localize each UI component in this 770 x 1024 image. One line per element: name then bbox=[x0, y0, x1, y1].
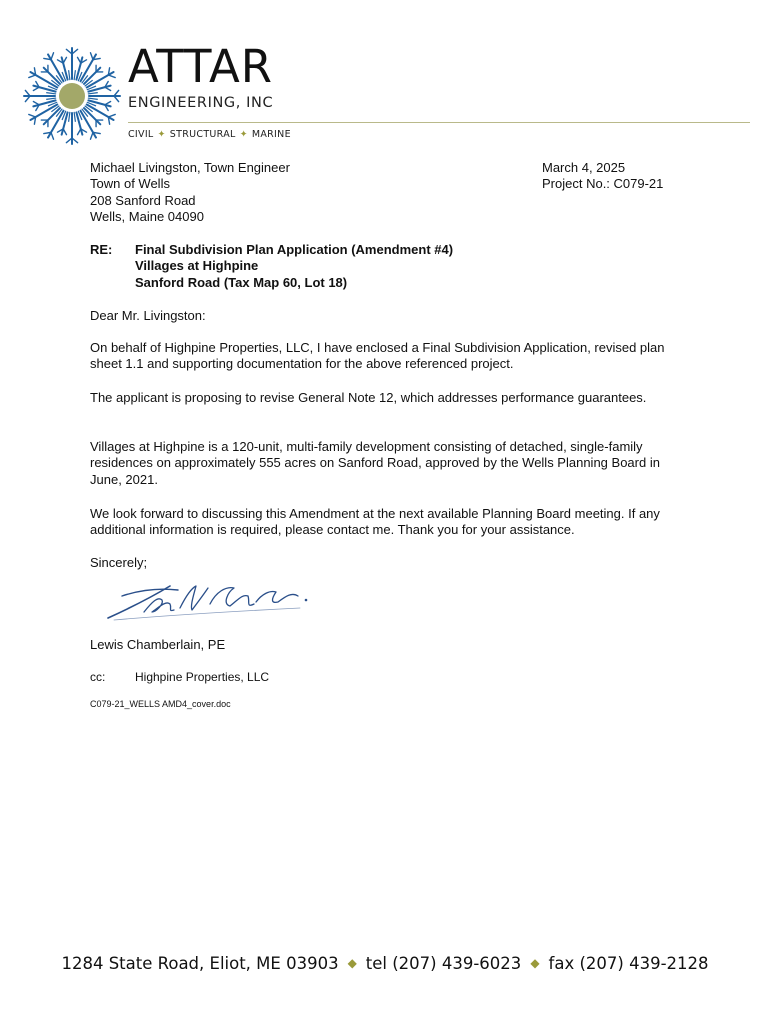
body-paragraph: We look forward to discussing this Amendment at the next available Planning Board meeting. If any additional information is required, please contact me. Thank you for your assistance. bbox=[90, 506, 660, 538]
signer-name: Lewis Chamberlain, PE bbox=[90, 637, 226, 652]
cc-recipient: Highpine Properties, LLC bbox=[135, 670, 270, 684]
service-civil: CIVIL bbox=[128, 129, 154, 140]
footer-tel: tel (207) 439-6023 bbox=[365, 954, 522, 973]
company-name: ATTAR bbox=[128, 40, 274, 93]
recipient-address bbox=[90, 160, 290, 226]
recipient-line: Town of Wells bbox=[90, 176, 170, 192]
body-paragraph: The applicant is proposing to revise General Note 12, which addresses performance guarantees. bbox=[90, 390, 647, 405]
diamond-separator-icon: ◆ bbox=[347, 956, 357, 970]
recipient-line: Michael Livingston, Town Engineer bbox=[90, 160, 290, 175]
company-subtitle: ENGINEERING, INC bbox=[128, 95, 274, 111]
service-marine: MARINE bbox=[251, 129, 291, 140]
company-services bbox=[128, 130, 291, 140]
body-paragraph: Villages at Highpine is a 120-unit, multi-family development consisting of detached, single-family residences on approximately 555 acres on Sanford Road, approved by the Wells Planning Board in June, 2021. bbox=[90, 439, 660, 487]
salutation: Dear Mr. Livingston: bbox=[90, 308, 206, 323]
footer-contact bbox=[0, 954, 770, 973]
recipient-line: 208 Sanford Road bbox=[90, 192, 196, 208]
re-subject bbox=[135, 242, 453, 291]
re-line: Final Subdivision Plan Application (Amendment #4) bbox=[135, 242, 454, 257]
starburst-logo-icon bbox=[22, 46, 122, 146]
service-separator-icon: ✦ bbox=[239, 129, 248, 140]
letter-meta bbox=[542, 160, 663, 193]
footer-address: 1284 State Road, Eliot, ME 03903 bbox=[61, 954, 339, 973]
recipient-line: Wells, Maine 04090 bbox=[90, 209, 204, 225]
handwritten-signature-icon bbox=[100, 578, 330, 622]
re-line: Villages at Highpine bbox=[135, 258, 259, 274]
diamond-separator-icon: ◆ bbox=[530, 956, 540, 970]
header-divider bbox=[128, 122, 750, 123]
letter-date: March 4, 2025 bbox=[542, 160, 626, 175]
cc-label: cc: bbox=[90, 670, 106, 684]
body-paragraph: On behalf of Highpine Properties, LLC, I have enclosed a Final Subdivision Application, revised plan sheet 1.1 and supporting documentation for the above referenced project. bbox=[90, 340, 665, 372]
service-structural: STRUCTURAL bbox=[169, 129, 236, 140]
service-separator-icon: ✦ bbox=[157, 129, 166, 140]
project-number: Project No.: C079-21 bbox=[542, 176, 664, 192]
re-line: Sanford Road (Tax Map 60, Lot 18) bbox=[135, 274, 348, 290]
re-label: RE: bbox=[90, 242, 113, 257]
footer-fax: fax (207) 439-2128 bbox=[548, 954, 709, 973]
closing: Sincerely; bbox=[90, 555, 148, 570]
document-filename: C079-21_WELLS AMD4_cover.doc bbox=[90, 699, 231, 709]
